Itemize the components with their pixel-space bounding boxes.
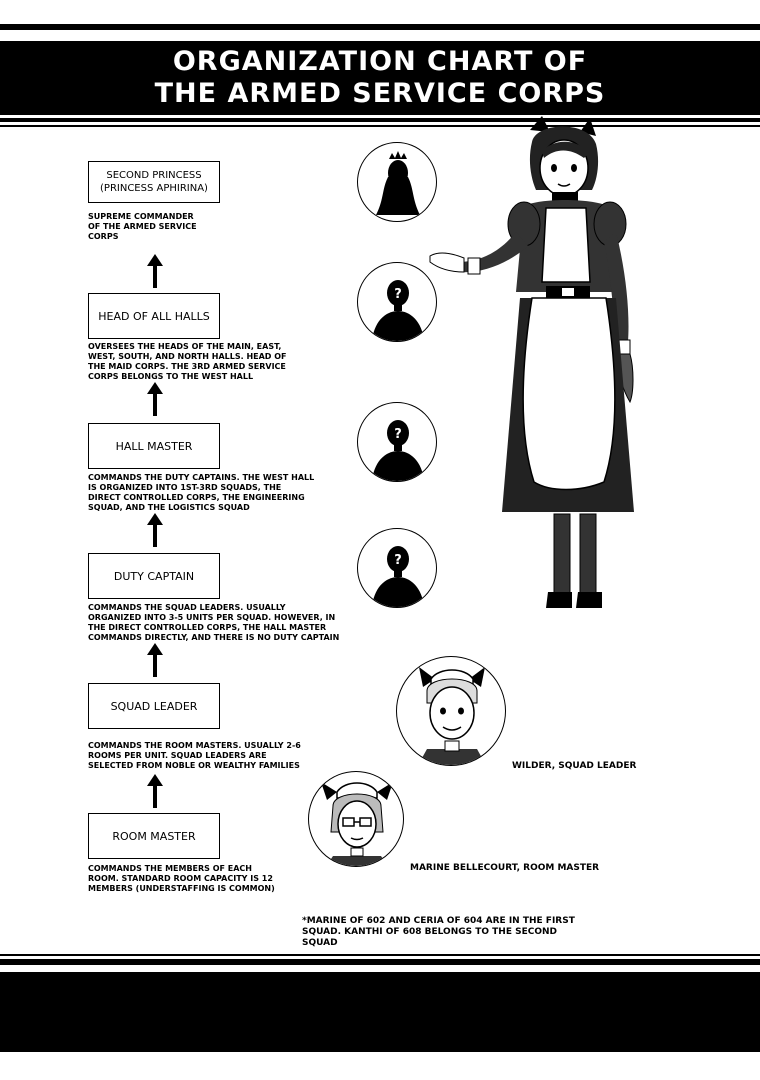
rank-box-head-of-all-halls [88, 293, 220, 339]
rank-name: SQUAD LEADER [110, 699, 198, 713]
rank-description: COMMANDS THE DUTY CAPTAINS. THE WEST HALL IS ORGANIZED INTO 1ST-3RD SQUADS, THE DIRECT CONTROLLED CORPS, THE ENGINEERING SQUAD, AND THE LOGISTICS SQUAD [88, 473, 315, 512]
rank-description: OVERSEES THE HEADS OF THE MAIN, EAST, WEST, SOUTH, AND NORTH HALLS. HEAD OF THE MAID CORPS. THE 3RD ARMED SERVICE CORPS BELONGS TO THE WEST HALL [88, 342, 287, 381]
bottom-black-block [0, 972, 760, 1052]
arrow-up-icon [146, 513, 164, 547]
rank-name: ROOM MASTER [112, 829, 196, 843]
arrow-up-icon [146, 774, 164, 808]
arrow-up-icon [146, 643, 164, 677]
rank-box-squad-leader [88, 683, 220, 729]
title-banner [0, 41, 760, 115]
rank-box-duty-captain [88, 553, 220, 599]
rank-box-second-princess [88, 161, 220, 203]
rank-name: HEAD OF ALL HALLS [98, 309, 210, 323]
top-border-thin [0, 24, 760, 30]
rank-description: COMMANDS THE ROOM MASTERS. USUALLY 2-6 ROOMS PER UNIT. SQUAD LEADERS ARE SELECTED FROM NOBLE OR WEALTHY FAMILIES [88, 741, 301, 770]
rank-description: COMMANDS THE MEMBERS OF EACH ROOM. STANDARD ROOM CAPACITY IS 12 MEMBERS (UNDERSTAFFING IS COMMON) [88, 864, 275, 893]
arrow-up-icon [146, 382, 164, 416]
marine-caption: MARINE BELLECOURT, ROOM MASTER [410, 863, 600, 873]
rank-description: COMMANDS THE SQUAD LEADERS. USUALLY ORGANIZED INTO 3-5 UNITS PER SQUAD. HOWEVER, IN THE DIRECT CONTROLLED CORPS, THE HALL MASTER COMMANDS DIRECTLY, AND THERE IS NO DUTY CAPTAIN [88, 603, 340, 642]
bottom-rule-thin [0, 954, 760, 956]
bottom-rule [0, 959, 760, 965]
rank-name: DUTY CAPTAIN [113, 569, 195, 583]
rank-name: HALL MASTER [115, 439, 193, 453]
title-line-1: ORGANIZATION CHART OF [172, 46, 588, 77]
arrow-up-icon [146, 254, 164, 288]
wilder-face-icon [397, 657, 506, 766]
rank-name: SECOND PRINCESS (PRINCESS APHIRINA) [100, 170, 208, 194]
unknown-mark: ? [394, 553, 402, 568]
footnote: *MARINE OF 602 AND CERIA OF 604 ARE IN THE FIRST SQUAD. KANTHI OF 608 BELONGS TO THE SECOND SQUAD [302, 916, 575, 948]
marine-face-icon [309, 772, 404, 867]
title-line-2: THE ARMED SERVICE CORPS [154, 78, 606, 109]
rank-box-room-master [88, 813, 220, 859]
marine-portrait [308, 771, 404, 867]
rank-box-hall-master [88, 423, 220, 469]
rank-description: SUPREME COMMANDER OF THE ARMED SERVICE CORPS [88, 212, 197, 241]
head-maid-illustration [420, 112, 670, 618]
unknown-mark: ? [394, 427, 402, 442]
unknown-mark: ? [394, 287, 402, 302]
wilder-caption: WILDER, SQUAD LEADER [512, 761, 637, 771]
wilder-portrait [396, 656, 506, 766]
